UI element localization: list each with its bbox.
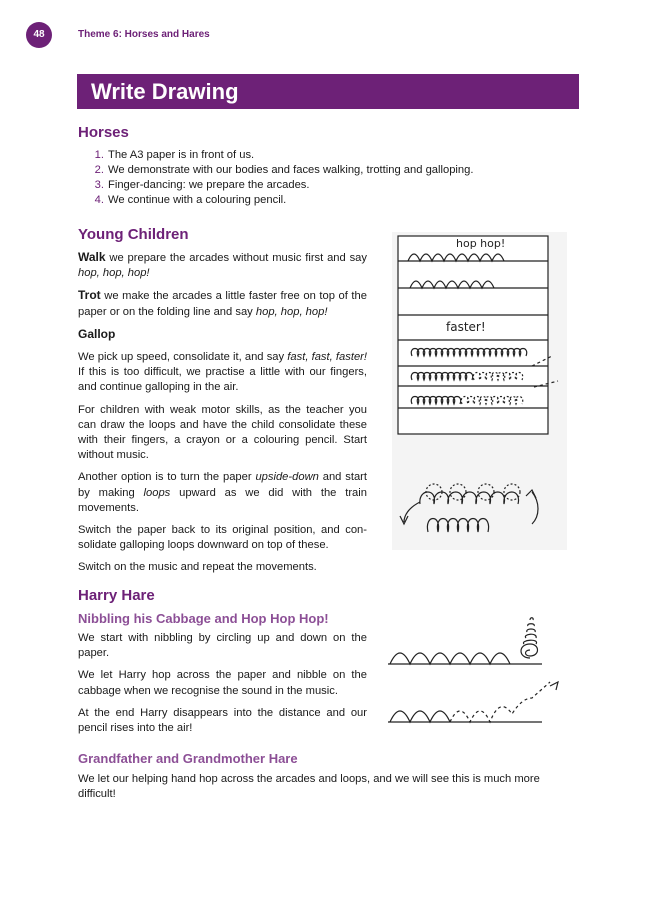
harry-hare-heading: Harry Hare bbox=[78, 587, 155, 604]
running-head: Theme 6: Horses and Hares bbox=[78, 29, 210, 40]
harry-text bbox=[78, 631, 367, 743]
page-title: Write Drawing bbox=[91, 79, 239, 104]
hare-write-drawing-illustration bbox=[384, 610, 566, 730]
faster-label: faster! bbox=[446, 320, 486, 334]
weak-skills-paragraph: For children with weak motor skills, as the teacher you can draw the loops and have the child consolidate these with their fingers, a crayon or a colouring pencil. Start without music. bbox=[78, 403, 367, 462]
horses-heading: Horses bbox=[78, 124, 129, 141]
walk-paragraph: Walk we prepare the arcades without music first and say hop, hop, hop! bbox=[78, 250, 367, 280]
horses-steps bbox=[78, 148, 473, 208]
grandparents-text bbox=[78, 772, 579, 802]
title-bar bbox=[77, 74, 579, 109]
speed-paragraph: We pick up speed, consolidate it, and say fast, fast, faster! If this is too difficult, we practise a little with our fingers, and continue galloping in the air. bbox=[78, 351, 367, 394]
switch-paragraph: Switch the paper back to its original position, and con-solidate galloping loops downward on top of these. bbox=[78, 524, 367, 552]
disappear-paragraph: At the end Harry disappears into the distance and our pencil rises into the air! bbox=[78, 706, 367, 735]
horse-write-drawing-illustration bbox=[392, 232, 567, 550]
young-children-text bbox=[78, 250, 367, 583]
nibbling-paragraph: We start with nibbling by circling up and down on the paper. bbox=[78, 632, 367, 660]
trot-paragraph: Trot we make the arcades a little faster free on top of the paper or on the folding line and say hop, hop, hop! bbox=[78, 288, 367, 318]
nibbling-subheading: Nibbling his Cabbage and Hop Hop Hop! bbox=[78, 611, 329, 626]
list-item: 2. We demonstrate with our bodies and faces walking, trotting and galloping. bbox=[94, 164, 474, 176]
list-item: 4. We continue with a colouring pencil. bbox=[94, 194, 287, 206]
grandparents-paragraph: We let our helping hand hop across the arcades and loops, and we will see this is much more difficult! bbox=[78, 773, 540, 801]
music-paragraph: Switch on the music and repeat the movements. bbox=[78, 561, 317, 574]
young-children-heading: Young Children bbox=[78, 226, 189, 243]
gallop-paragraph: Gallop bbox=[78, 326, 116, 341]
upside-down-paragraph: Another option is to turn the paper upside-down and start by making loops upward as we did with the train movements. bbox=[78, 471, 368, 514]
page-number: 48 bbox=[26, 22, 52, 48]
grandparents-heading: Grandfather and Grandmother Hare bbox=[78, 751, 298, 766]
hop-hop-label: hop hop! bbox=[456, 237, 506, 250]
list-item: 3. Finger-dancing: we prepare the arcades. bbox=[94, 179, 310, 191]
list-item: 1. The A3 paper is in front of us. bbox=[94, 149, 255, 161]
hop-paragraph: We let Harry hop across the paper and nibble on the cabbage when we recognise the sound in the music. bbox=[78, 669, 367, 697]
